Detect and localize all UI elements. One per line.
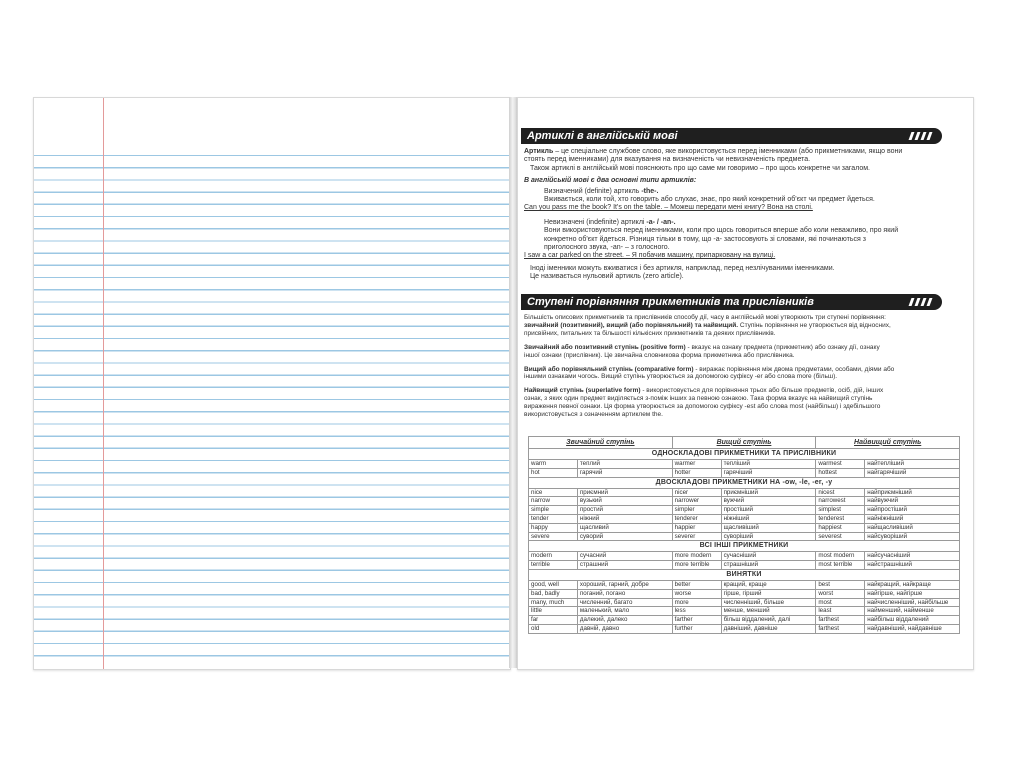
- definite-description: Вживається, коли той, хто говорить або слухає, знає, про який конкретний об'єкт чи предмет йдеться.: [544, 196, 875, 204]
- english-word-cell: simplest: [816, 506, 865, 515]
- ukrainian-word-cell: приємніший: [721, 488, 816, 497]
- english-word-cell: hottest: [816, 468, 865, 477]
- reference-content: [518, 98, 973, 669]
- ukrainian-word-cell: приємний: [577, 488, 672, 497]
- english-word-cell: least: [816, 607, 865, 616]
- english-word-cell: most modern: [816, 552, 865, 561]
- table-section-title: ВИНЯТКИ: [529, 569, 960, 580]
- ukrainian-word-cell: тепліший: [721, 460, 816, 469]
- english-word-cell: bad, badly: [529, 589, 578, 598]
- english-word-cell: better: [672, 580, 721, 589]
- degrees-table: [528, 436, 960, 634]
- notebook: [33, 97, 972, 668]
- table-body: [529, 449, 960, 634]
- ukrainian-word-cell: сучасніший: [721, 552, 816, 561]
- english-word-cell: further: [672, 624, 721, 633]
- stripes-icon: [910, 298, 932, 306]
- table-section-row: [529, 449, 960, 460]
- english-word-cell: tenderest: [816, 514, 865, 523]
- ukrainian-word-cell: поганий, погано: [577, 589, 672, 598]
- article-types-heading: В англійській мові є два основні типи артиклів:: [524, 177, 697, 185]
- article-definition-1: – це спеціальне службове слово, яке використовується перед іменниками (або прикметниками, якщо вони: [553, 148, 903, 155]
- ukrainian-word-cell: ніжний: [577, 514, 672, 523]
- english-word-cell: farthest: [816, 616, 865, 625]
- english-word-cell: tenderer: [672, 514, 721, 523]
- header-comparative: Вищий ступінь: [672, 437, 816, 449]
- ukrainian-word-cell: найкращий, найкраще: [865, 580, 960, 589]
- indefinite-description-2: конкретно об'єкт йдеться. Різниця тільки в тому, що -a- застосовують зі словами, які починаються з: [544, 235, 866, 243]
- table-row: [529, 607, 960, 616]
- english-word-cell: warmer: [672, 460, 721, 469]
- english-word-cell: little: [529, 607, 578, 616]
- english-word-cell: more terrible: [672, 561, 721, 570]
- superlative-desc-2: ознак, з яких один предмет виділяється з-поміж інших за певною ознакою. Така форма вказує на найвищий ступінь: [524, 395, 873, 403]
- ukrainian-word-cell: сучасний: [577, 552, 672, 561]
- positive-term: Звичайний або позитивний ступінь (positive form): [524, 343, 686, 351]
- ukrainian-word-cell: найвужчий: [865, 497, 960, 506]
- ukrainian-word-cell: давніший, давніше: [721, 624, 816, 633]
- ukrainian-word-cell: ніжніший: [721, 514, 816, 523]
- ukrainian-word-cell: найніжніший: [865, 514, 960, 523]
- articles-text: [524, 148, 964, 282]
- english-word-cell: severest: [816, 532, 865, 541]
- degrees-intro-2b: Ступінь порівняння не утворюється від відносних,: [738, 321, 891, 329]
- red-margin-line: [103, 98, 104, 669]
- reference-page: [517, 97, 974, 670]
- english-word-cell: narrow: [529, 497, 578, 506]
- ukrainian-word-cell: кращий, краще: [721, 580, 816, 589]
- english-word-cell: worst: [816, 589, 865, 598]
- ukrainian-word-cell: щасливіший: [721, 523, 816, 532]
- english-word-cell: simple: [529, 506, 578, 515]
- table-row: [529, 506, 960, 515]
- english-word-cell: severe: [529, 532, 578, 541]
- english-word-cell: happiest: [816, 523, 865, 532]
- header-superlative: Найвищий ступінь: [816, 437, 960, 449]
- degrees-intro-1: Більшість описових прикметників та прислівників способу дії, часу в англійській мові утворюють три ступені порівняння:: [524, 314, 886, 321]
- table-header-row: [529, 437, 960, 449]
- table-row: [529, 598, 960, 607]
- english-word-cell: modern: [529, 552, 578, 561]
- ukrainian-word-cell: найбільш віддалений: [865, 616, 960, 625]
- ukrainian-word-cell: численніший, більше: [721, 598, 816, 607]
- english-word-cell: terrible: [529, 561, 578, 570]
- table-section-row: [529, 541, 960, 552]
- table-section-row: [529, 569, 960, 580]
- english-word-cell: farthest: [816, 624, 865, 633]
- ukrainian-word-cell: вузький: [577, 497, 672, 506]
- positive-desc-1: - вказує на ознаку предмета (прикметник) або ознаку дії, ознаку: [685, 343, 880, 351]
- english-word-cell: hot: [529, 468, 578, 477]
- ukrainian-word-cell: найгірше, найгірше: [865, 589, 960, 598]
- english-word-cell: many, much: [529, 598, 578, 607]
- article-definition-3: Також артиклі в англійській мові пояснюють про що саме ми говоримо – про щось конкретне чи загалом.: [530, 164, 871, 172]
- ukrainian-word-cell: найчисленніший, найбільше: [865, 598, 960, 607]
- english-word-cell: happier: [672, 523, 721, 532]
- articles-heading: Артиклі в англійській мові: [527, 130, 678, 142]
- english-word-cell: less: [672, 607, 721, 616]
- comparative-desc-2: іншими ознаками чогось. Вищий ступінь утворюється за допомогою суфіксу -er або слова more (більш).: [524, 373, 838, 381]
- english-word-cell: nice: [529, 488, 578, 497]
- table-row: [529, 589, 960, 598]
- superlative-desc-4: використовується з означенням артиклем the.: [524, 411, 663, 419]
- positive-desc-2: іншої ознаки (прислівник). Це звичайна словникова форма прикметника або прислівника.: [524, 351, 795, 359]
- table-row: [529, 460, 960, 469]
- table-section-title: ОДНОСКЛАДОВІ ПРИКМЕТНИКИ ТА ПРИСЛІВНИКИ: [529, 449, 960, 460]
- ukrainian-word-cell: суворіший: [721, 532, 816, 541]
- page-bottom-margin: [34, 659, 510, 669]
- ukrainian-word-cell: найпростіший: [865, 506, 960, 515]
- english-word-cell: more: [672, 598, 721, 607]
- page-top-margin: [34, 98, 510, 144]
- english-word-cell: nicest: [816, 488, 865, 497]
- english-word-cell: good, well: [529, 580, 578, 589]
- english-word-cell: best: [816, 580, 865, 589]
- indefinite-description-1: Вони використовуються перед іменниками, коли про щось говориться вперше або коли неважливо, про який: [544, 227, 899, 235]
- degrees-intro-2: звичайний (позитивний), вищий (або порівняльний) та найвищий.: [524, 321, 739, 329]
- english-word-cell: simpler: [672, 506, 721, 515]
- ukrainian-word-cell: маленький, мало: [577, 607, 672, 616]
- ukrainian-word-cell: гарячіший: [721, 468, 816, 477]
- superlative-term: Найвищий ступінь (superlative form): [524, 387, 641, 395]
- table-section-row: [529, 477, 960, 488]
- table-row: [529, 561, 960, 570]
- definite-label: Визначений (definite) артикль: [544, 187, 640, 195]
- table-row: [529, 523, 960, 532]
- ukrainian-word-cell: теплий: [577, 460, 672, 469]
- ukrainian-word-cell: найменший, найменше: [865, 607, 960, 616]
- zero-article-1: Іноді іменники можуть вживатися і без артикля, наприклад, перед незлічуваними іменниками.: [530, 264, 835, 272]
- ukrainian-word-cell: найщасливіший: [865, 523, 960, 532]
- table-row: [529, 514, 960, 523]
- ukrainian-word-cell: гарячий: [577, 468, 672, 477]
- ukrainian-word-cell: страшний: [577, 561, 672, 570]
- ukrainian-word-cell: хороший, гарний, добре: [577, 580, 672, 589]
- table-row: [529, 624, 960, 633]
- indefinite-example: I saw a car parked on the street. – Я побачив машину, припарковану на вулиці.: [524, 252, 776, 260]
- indefinite-description-3: приголосного звука, -an- – з голосного.: [544, 244, 670, 252]
- definite-example: Can you pass me the book? It's on the table. – Можеш передати мені книгу? Вона на столі.: [524, 204, 813, 212]
- ukrainian-word-cell: щасливий: [577, 523, 672, 532]
- english-word-cell: narrowest: [816, 497, 865, 506]
- definite-word: -the-.: [639, 187, 659, 195]
- ukrainian-word-cell: більш віддалений, далі: [721, 616, 816, 625]
- articles-heading-banner: [521, 128, 942, 144]
- english-word-cell: nicer: [672, 488, 721, 497]
- stripes-icon: [910, 132, 932, 140]
- notebook-gutter: [509, 97, 517, 668]
- english-word-cell: old: [529, 624, 578, 633]
- degrees-heading-banner: [521, 294, 942, 310]
- ukrainian-word-cell: суворий: [577, 532, 672, 541]
- table-section-title: ДВОСКЛАДОВІ ПРИКМЕТНИКИ НА -ow, -le, -er, -y: [529, 477, 960, 488]
- degrees-intro-3: присвійних, питальних та більшості кількісних прикметників та деяких прислівників.: [524, 329, 776, 337]
- english-word-cell: more modern: [672, 552, 721, 561]
- ukrainian-word-cell: найстрашніший: [865, 561, 960, 570]
- english-word-cell: warm: [529, 460, 578, 469]
- english-word-cell: tender: [529, 514, 578, 523]
- english-word-cell: worse: [672, 589, 721, 598]
- lined-page: [33, 97, 511, 670]
- ukrainian-word-cell: найсучасніший: [865, 552, 960, 561]
- indefinite-label: Невизначені (indefinite) артиклі: [544, 218, 645, 226]
- ukrainian-word-cell: найтепліший: [865, 460, 960, 469]
- degrees-heading: Ступені порівняння прикметників та прислівників: [527, 296, 814, 308]
- ukrainian-word-cell: простий: [577, 506, 672, 515]
- table-row: [529, 497, 960, 506]
- english-word-cell: warmest: [816, 460, 865, 469]
- degrees-text: [524, 314, 964, 419]
- english-word-cell: severer: [672, 532, 721, 541]
- table-row: [529, 580, 960, 589]
- table-row: [529, 468, 960, 477]
- comparative-term: Вищий або порівняльний ступінь (comparative form): [524, 365, 694, 373]
- table-section-title: ВСІ ІНШІ ПРИКМЕТНИКИ: [529, 541, 960, 552]
- ukrainian-word-cell: численний, багато: [577, 598, 672, 607]
- ukrainian-word-cell: давній, давно: [577, 624, 672, 633]
- superlative-desc-1: - використовується для порівняння трьох або більше предметів, осіб, дій, інших: [640, 387, 884, 395]
- english-word-cell: most terrible: [816, 561, 865, 570]
- ukrainian-word-cell: вужчий: [721, 497, 816, 506]
- english-word-cell: farther: [672, 616, 721, 625]
- zero-article-2: Це називається нульовий артикль (zero article).: [530, 273, 684, 281]
- english-word-cell: happy: [529, 523, 578, 532]
- comparative-desc-1: - виражає порівняння між двома предметами, особами, діями або: [693, 365, 895, 373]
- indefinite-word: -a- / -an-.: [644, 218, 676, 226]
- ukrainian-word-cell: страшніший: [721, 561, 816, 570]
- table-row: [529, 532, 960, 541]
- english-word-cell: most: [816, 598, 865, 607]
- ukrainian-word-cell: найприємніший: [865, 488, 960, 497]
- article-definition-2: стоять перед іменниками) для вказування на визначеність чи невизначеність предмета.: [524, 156, 811, 164]
- ukrainian-word-cell: менше, менший: [721, 607, 816, 616]
- english-word-cell: narrower: [672, 497, 721, 506]
- english-word-cell: hotter: [672, 468, 721, 477]
- article-term: Артикль: [524, 148, 554, 155]
- ukrainian-word-cell: далекий, далеко: [577, 616, 672, 625]
- table-row: [529, 488, 960, 497]
- ukrainian-word-cell: найсуворіший: [865, 532, 960, 541]
- table-row: [529, 552, 960, 561]
- ukrainian-word-cell: простіший: [721, 506, 816, 515]
- superlative-desc-3: вираження певної ознаки. Ця форма утворюється за допомогою суфіксу -est або слова most (найбільш) і здебільшого: [524, 403, 881, 411]
- ukrainian-word-cell: найгарячіший: [865, 468, 960, 477]
- english-word-cell: far: [529, 616, 578, 625]
- ukrainian-word-cell: найдавніший, найдавніше: [865, 624, 960, 633]
- table-row: [529, 616, 960, 625]
- header-positive: Звичайний ступінь: [529, 437, 673, 449]
- ukrainian-word-cell: гірше, гірший: [721, 589, 816, 598]
